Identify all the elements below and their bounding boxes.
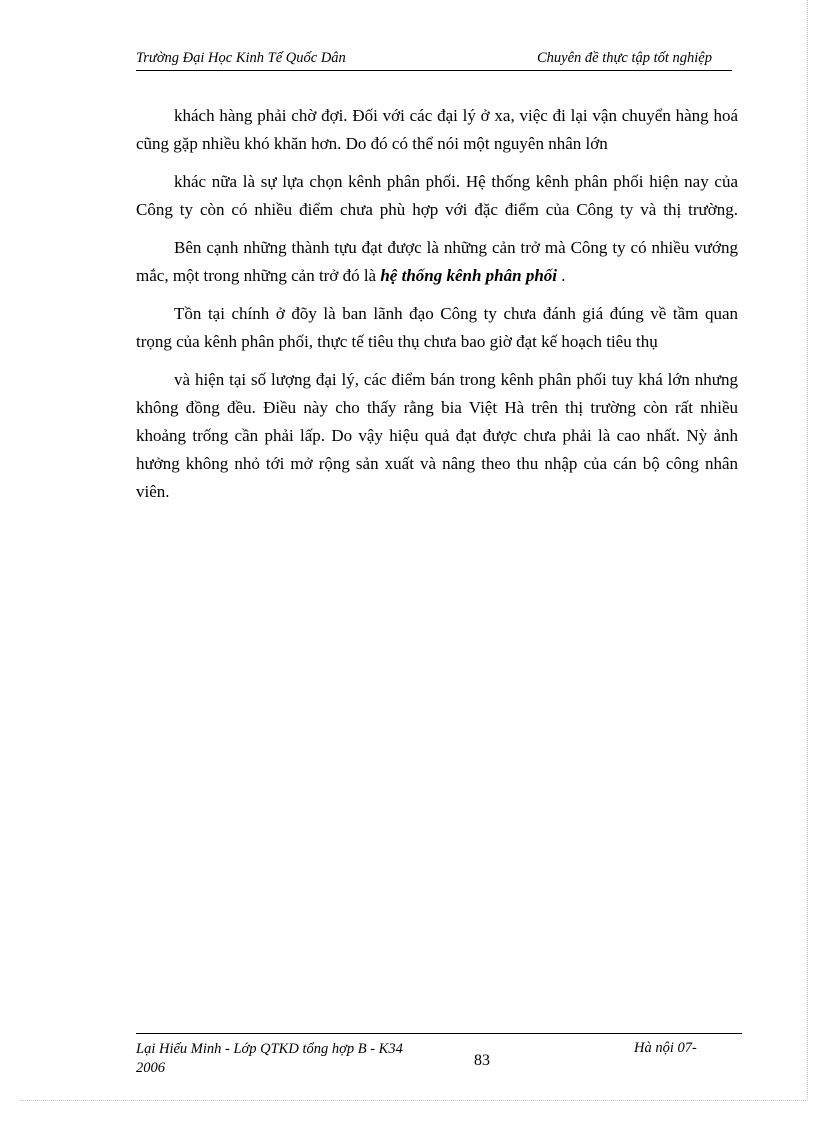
footer-year: 2006 bbox=[136, 1060, 165, 1076]
footer-date: Hà nội 07- bbox=[634, 1040, 697, 1056]
footer-author-block bbox=[136, 1040, 456, 1078]
paragraph-3-text: Bên cạnh những thành tựu đạt được là những cản trở mà Công ty có nhiều vướng mắc, một trong những cản trở đó là bbox=[136, 238, 738, 285]
document-body bbox=[136, 102, 738, 516]
page-footer bbox=[136, 1033, 742, 1076]
page-border-right bbox=[806, 0, 808, 1101]
page-border-bottom bbox=[20, 1099, 808, 1101]
footer-author: Lại Hiếu Minh - Lớp QTKD tổng hợp B - K34 bbox=[136, 1041, 403, 1057]
paragraph-2: khác nữa là sự lựa chọn kênh phân phối. Hệ thống kênh phân phối hiện nay của Công ty còn có nhiều điểm chưa phù hợp với đặc điểm của Công ty và thị trường. bbox=[136, 172, 738, 219]
paragraph-4: Tồn tại chính ở đõy là ban lãnh đạo Công ty chưa đánh giá đúng về tầm quan trọng của kênh phân phối, thực tế tiêu thụ chưa bao giờ đạt kế hoạch tiêu thụ bbox=[136, 304, 738, 351]
header-school-name: Trường Đại Học Kinh Tế Quốc Dân bbox=[136, 50, 346, 66]
page-header bbox=[136, 50, 732, 71]
paragraph-5: và hiện tại số lượng đại lý, các điểm bán trong kênh phân phối tuy khá lớn nhưng không đồng đều. Điều này cho thấy rằng bia Việt Hà trên thị trường còn rất nhiều khoảng trống cần phải lấp. Do vậy hiệu quả đạt được chưa phải là cao nhất. Nỳ ảnh hưởng không nhỏ tới mở rộng sản xuất và nâng theo thu nhập của cán bộ công nhân viên. bbox=[136, 370, 738, 501]
paragraph-1: khách hàng phải chờ đợi. Đối với các đại lý ở xa, việc đi lại vận chuyển hàng hoá cũng gặp nhiều khó khăn hơn. Do đó có thể nói một nguyên nhân lớn bbox=[136, 106, 738, 153]
paragraph-3-tail: . bbox=[557, 266, 566, 285]
page-number: 83 bbox=[474, 1052, 490, 1069]
paragraph-3-emphasis: hệ thống kênh phân phối bbox=[380, 266, 558, 285]
header-report-title: Chuyên đề thực tập tốt nghiệp bbox=[536, 50, 712, 66]
paragraph-3 bbox=[136, 234, 738, 290]
